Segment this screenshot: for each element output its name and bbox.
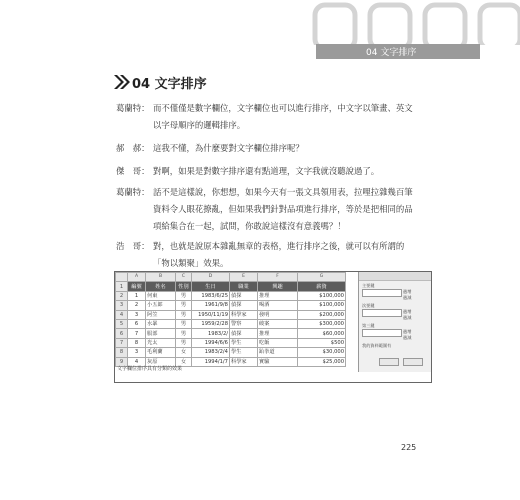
table-cell[interactable]: $100,000 xyxy=(298,291,346,300)
table-row xyxy=(116,301,346,310)
table-cell[interactable]: $100,000 xyxy=(298,301,346,310)
table-cell[interactable]: 男 xyxy=(176,301,192,310)
table-cell[interactable]: $500 xyxy=(298,338,346,347)
header-cell[interactable]: 職業 xyxy=(230,282,258,291)
dialogue-line: 「物以類聚」效果。 xyxy=(153,258,229,268)
header-cell[interactable]: 薪資 xyxy=(298,282,346,291)
table-row xyxy=(116,348,346,357)
table-cell[interactable]: $60,000 xyxy=(298,329,346,338)
table-cell[interactable]: $30,000 xyxy=(298,348,346,357)
table-cell[interactable]: 1983/2/4 xyxy=(192,348,230,357)
dialogue-line: 話不是這樣說，你想想，如果今天有一張文具領用表，拉哩拉雜幾百筆 xyxy=(153,187,413,197)
table-cell[interactable]: 男 xyxy=(176,319,192,328)
header-cell[interactable]: 姓名 xyxy=(146,282,176,291)
table-cell[interactable]: 水暴 xyxy=(146,319,176,328)
dialogue-line: 這我不懂，為什麼要對文字欄位排序呢？ xyxy=(153,143,304,153)
table-cell[interactable]: 小五郎 xyxy=(146,301,176,310)
table-cell[interactable]: 2 xyxy=(128,301,146,310)
table-row xyxy=(116,291,346,300)
table-cell[interactable]: 6 xyxy=(128,319,146,328)
column-letter[interactable]: F xyxy=(258,273,298,282)
column-header-row xyxy=(116,273,346,282)
table-cell[interactable]: 推理 xyxy=(258,291,298,300)
table-cell[interactable]: 女 xyxy=(176,357,192,366)
table-cell[interactable]: 偵探 xyxy=(230,301,258,310)
dialogue-line: 對啊，如果是對數字排序還有點道理，文字我就沒聽說過了。 xyxy=(153,166,380,176)
speaker: 葛蘭特： xyxy=(116,187,150,197)
cancel-button[interactable] xyxy=(403,358,423,366)
row-number[interactable]: 4 xyxy=(116,310,128,319)
screenshot-caption: 文字欄位排序具有分類的效果 xyxy=(117,366,183,372)
speaker: 葛蘭特： xyxy=(116,103,150,113)
table-cell[interactable]: 破案 xyxy=(258,319,298,328)
tertiary-key-select[interactable] xyxy=(362,329,402,337)
table-cell[interactable]: 男 xyxy=(176,338,192,347)
column-letter[interactable]: A xyxy=(128,273,146,282)
table-cell[interactable]: 實驗 xyxy=(258,357,298,366)
table-cell[interactable]: 學生 xyxy=(230,348,258,357)
panel-label: 次要鍵 xyxy=(362,303,375,308)
table-cell[interactable]: 7 xyxy=(128,329,146,338)
secondary-key-select[interactable] xyxy=(362,309,402,317)
table-cell[interactable]: 8 xyxy=(128,338,146,347)
table-row xyxy=(116,310,346,319)
header-cell[interactable]: 生日 xyxy=(192,282,230,291)
table-cell[interactable]: 男 xyxy=(176,329,192,338)
dialogue-line: 資料令人眼花撩亂，但如果我們針對品項進行排序，等於是把相同的品 xyxy=(153,204,413,214)
column-letter[interactable]: G xyxy=(298,273,346,282)
row-number[interactable]: 5 xyxy=(116,319,128,328)
table-cell[interactable]: 偵探 xyxy=(230,329,258,338)
spreadsheet-grid xyxy=(115,272,346,367)
descending-option[interactable]: 遞減 xyxy=(403,335,412,340)
ascending-option[interactable]: 遞增 xyxy=(403,309,412,314)
table-header-row xyxy=(116,282,346,291)
table-cell[interactable]: 1959/2/28 xyxy=(192,319,230,328)
table-cell[interactable]: 推理 xyxy=(258,329,298,338)
descending-option[interactable]: 遞減 xyxy=(403,295,412,300)
panel-label: 主要鍵 xyxy=(362,283,375,288)
column-letter[interactable] xyxy=(116,273,128,282)
table-row xyxy=(116,338,346,347)
sort-dialog xyxy=(358,272,432,372)
spreadsheet-screenshot xyxy=(114,271,432,383)
ok-button[interactable] xyxy=(379,358,399,366)
speaker: 傑 哥： xyxy=(116,166,150,176)
page-number: 225 xyxy=(401,443,417,452)
table-cell[interactable]: 毛利蘭 xyxy=(146,348,176,357)
table-cell[interactable]: 何東 xyxy=(146,291,176,300)
table-cell[interactable]: 男 xyxy=(176,291,192,300)
row-number[interactable]: 6 xyxy=(116,329,128,338)
primary-key-select[interactable] xyxy=(362,289,402,297)
table-cell[interactable]: $300,000 xyxy=(298,319,346,328)
table-cell[interactable]: 1961/9/8 xyxy=(192,301,230,310)
column-letter[interactable]: D xyxy=(192,273,230,282)
table-cell[interactable]: 服部 xyxy=(146,329,176,338)
table-cell[interactable]: $25,000 xyxy=(298,357,346,366)
column-letter[interactable]: B xyxy=(146,273,176,282)
row-number[interactable]: 1 xyxy=(116,282,128,291)
table-cell[interactable]: 1983/2/ xyxy=(192,329,230,338)
panel-label: 我的資料範圍有 xyxy=(362,343,392,348)
ascending-option[interactable]: 遞增 xyxy=(403,329,412,334)
table-cell[interactable]: 光太 xyxy=(146,338,176,347)
row-number[interactable]: 8 xyxy=(116,348,128,357)
speaker: 郝 郝： xyxy=(116,143,150,153)
table-cell[interactable]: 1983/6/25 xyxy=(192,291,230,300)
column-letter[interactable]: E xyxy=(230,273,258,282)
table-cell[interactable]: 偵探 xyxy=(230,291,258,300)
row-number[interactable]: 7 xyxy=(116,338,128,347)
chapter-header: 04 文字排序 xyxy=(366,48,417,58)
panel-label: 第三鍵 xyxy=(362,323,375,328)
table-cell[interactable]: 灰原 xyxy=(146,357,176,366)
table-cell[interactable]: 警察 xyxy=(230,319,258,328)
table-cell[interactable]: $200,000 xyxy=(298,310,346,319)
header-cell[interactable]: 興趣 xyxy=(258,282,298,291)
dialogue-line: 以字母順序的邏輯排序。 xyxy=(153,120,246,130)
table-cell[interactable]: 跆拳道 xyxy=(258,348,298,357)
table-cell[interactable]: 科學家 xyxy=(230,310,258,319)
column-letter[interactable]: C xyxy=(176,273,192,282)
table-cell[interactable]: 吃飯 xyxy=(258,338,298,347)
ascending-option[interactable]: 遞增 xyxy=(403,289,412,294)
table-cell[interactable]: 1994/6/6 xyxy=(192,338,230,347)
header-cell[interactable]: 編號 xyxy=(128,282,146,291)
table-cell[interactable]: 3 xyxy=(128,310,146,319)
dialogue-line: 而不僅僅是數字欄位，文字欄位也可以進行排序，中文字以筆畫、英文 xyxy=(153,103,413,113)
dialogue-line: 項給集合在一起，試問，你敢說這樣沒有意義嗎？！ xyxy=(153,221,346,231)
table-row xyxy=(116,319,346,328)
table-cell[interactable]: 科學家 xyxy=(230,357,258,366)
table-cell[interactable]: 4 xyxy=(128,357,146,366)
table-cell[interactable]: 發明 xyxy=(258,310,298,319)
table-cell[interactable]: 女 xyxy=(176,348,192,357)
table-cell[interactable]: 學生 xyxy=(230,338,258,347)
section-title: 04 文字排序 xyxy=(132,77,207,92)
table-cell[interactable]: 阿笠 xyxy=(146,310,176,319)
table-row xyxy=(116,329,346,338)
row-number[interactable]: 3 xyxy=(116,301,128,310)
table-cell[interactable]: 喝酒 xyxy=(258,301,298,310)
table-cell[interactable]: 1 xyxy=(128,291,146,300)
header-cell[interactable]: 性別 xyxy=(176,282,192,291)
header-decoration xyxy=(285,0,520,45)
table-cell[interactable]: 1994/1/7 xyxy=(192,357,230,366)
table-cell[interactable]: 男 xyxy=(176,310,192,319)
double-chevron-icon xyxy=(114,75,130,89)
row-number[interactable]: 2 xyxy=(116,291,128,300)
row-number[interactable]: 9 xyxy=(116,357,128,366)
table-cell[interactable]: 1950/11/19 xyxy=(192,310,230,319)
dialogue-line: 對，也就是說原本雜亂無章的表格，進行排序之後，就可以有所謂的 xyxy=(153,241,405,251)
table-cell[interactable]: 3 xyxy=(128,348,146,357)
speaker: 浩 哥： xyxy=(116,241,150,251)
descending-option[interactable]: 遞減 xyxy=(403,315,412,320)
